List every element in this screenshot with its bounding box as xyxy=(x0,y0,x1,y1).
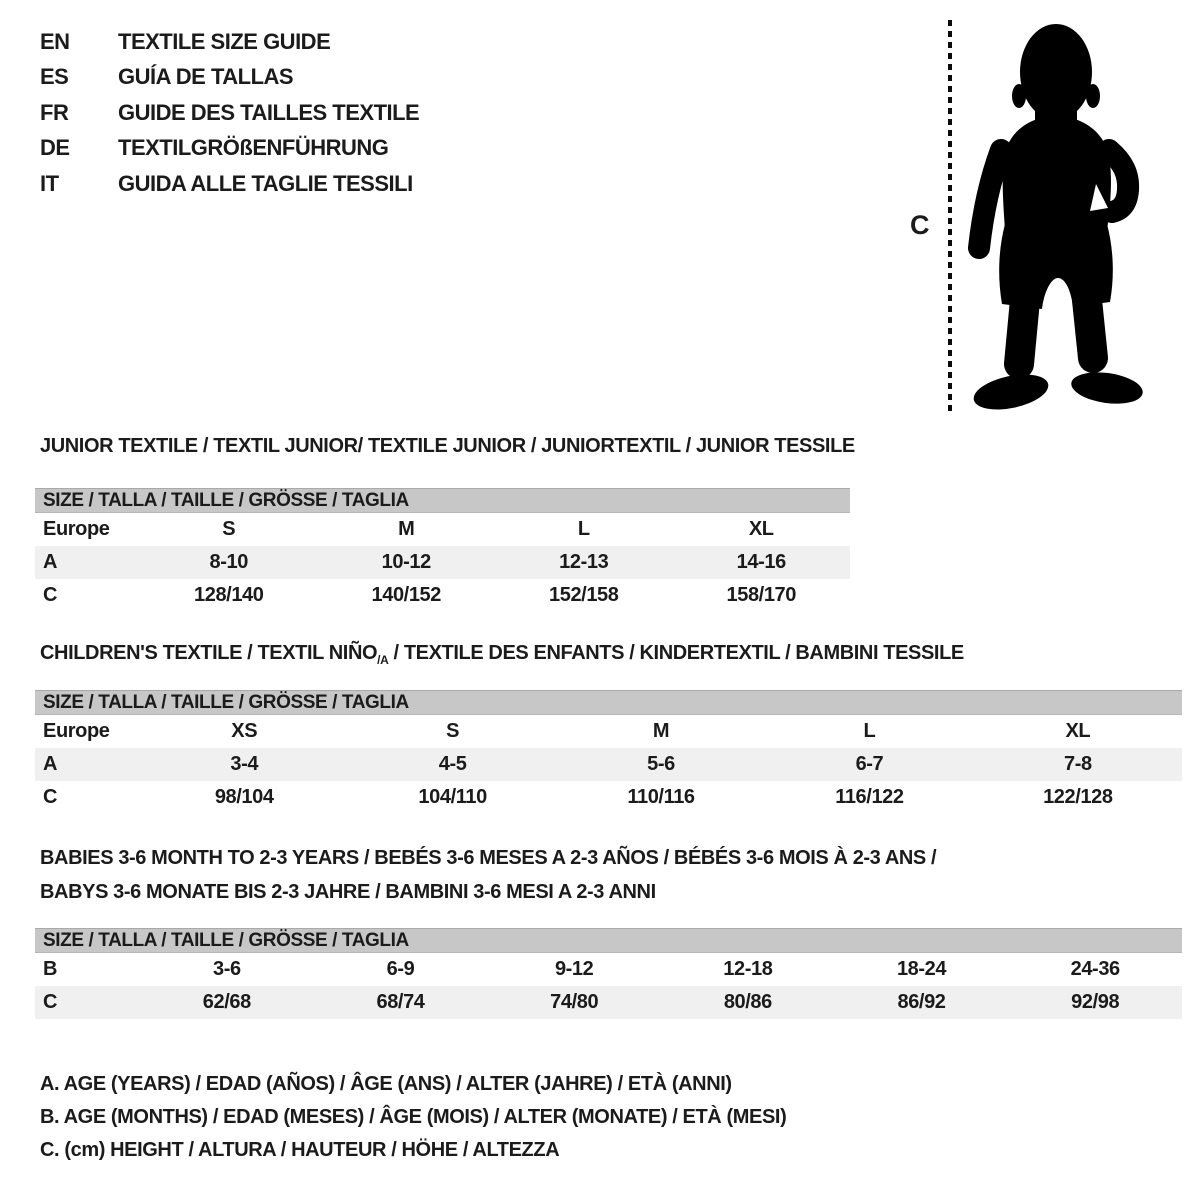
lang-code: DE xyxy=(40,135,70,161)
size-cell: XS xyxy=(231,720,258,742)
value-cell: 116/122 xyxy=(835,786,904,808)
row-label: B xyxy=(43,958,58,980)
value-cell: 158/170 xyxy=(726,584,796,606)
lang-label: GUIDA ALLE TAGLIE TESSILI xyxy=(118,170,413,196)
children-size-table xyxy=(35,690,1182,814)
height-measure-label: C xyxy=(910,210,930,240)
table-row-months xyxy=(35,953,1182,986)
row-label: A xyxy=(43,753,58,775)
size-cell: M xyxy=(652,720,670,742)
children-title-sub: /A xyxy=(377,653,389,667)
table-row-height xyxy=(35,781,1182,814)
value-cell: 122/128 xyxy=(1043,786,1113,808)
size-cell: XL xyxy=(1065,720,1091,742)
babies-section-title-line2: BABYS 3-6 MONATE BIS 2-3 JAHRE / BAMBINI 3-6 MESI A 2-3 ANNI xyxy=(40,881,656,903)
size-cell: M xyxy=(398,518,415,540)
row-label: C xyxy=(43,991,58,1013)
lang-code: EN xyxy=(40,28,70,54)
table-row-europe xyxy=(35,715,1182,748)
value-cell: 12-18 xyxy=(723,958,773,980)
legend-line-a: A. AGE (YEARS) / EDAD (AÑOS) / ÂGE (ANS) / ALTER (JAHRE) / ETÀ (ANNI) xyxy=(40,1073,732,1095)
row-label: Europe xyxy=(43,720,110,742)
legend-block xyxy=(40,1068,786,1167)
value-cell: 104/110 xyxy=(418,786,487,808)
value-cell: 10-12 xyxy=(381,551,431,573)
table-row-height xyxy=(35,579,850,612)
value-cell: 62/68 xyxy=(202,991,251,1013)
toddler-silhouette xyxy=(955,12,1155,420)
lang-label: TEXTILGRÖßENFÜHRUNG xyxy=(118,135,389,161)
value-cell: 86/92 xyxy=(897,991,946,1013)
value-cell: 3-6 xyxy=(212,958,241,980)
legend-line-c: C. (cm) HEIGHT / ALTURA / HAUTEUR / HÖHE / ALTEZZA xyxy=(40,1139,560,1161)
table-row-height xyxy=(35,986,1182,1019)
size-cell: XL xyxy=(748,518,774,540)
value-cell: 4-5 xyxy=(438,753,467,775)
lang-label: GUÍA DE TALLAS xyxy=(118,64,294,90)
size-cell: S xyxy=(222,518,236,540)
height-dashed-line xyxy=(948,20,952,416)
size-cell: L xyxy=(577,518,590,540)
row-label: C xyxy=(43,584,58,606)
lang-code: ES xyxy=(40,64,69,90)
babies-size-table xyxy=(35,928,1182,1019)
value-cell: 6-9 xyxy=(386,958,415,980)
value-cell: 5-6 xyxy=(647,753,675,775)
value-cell: 7-8 xyxy=(1063,753,1092,775)
children-section-title xyxy=(40,641,964,672)
babies-section-title-line1: BABIES 3-6 MONTH TO 2-3 YEARS / BEBÉS 3-6 MESES A 2-3 AÑOS / BÉBÉS 3-6 MOIS À 2-3 ANS / xyxy=(40,847,937,869)
lang-row-it xyxy=(40,166,419,202)
value-cell: 12-13 xyxy=(559,551,609,573)
row-label: A xyxy=(43,551,58,573)
lang-code: IT xyxy=(40,170,59,196)
value-cell: 110/116 xyxy=(627,786,695,808)
value-cell: 92/98 xyxy=(1071,991,1120,1013)
children-title-pre: CHILDREN'S TEXTILE / TEXTIL NIÑO xyxy=(40,642,378,664)
lang-label: GUIDE DES TAILLES TEXTILE xyxy=(118,99,420,125)
lang-code: FR xyxy=(40,99,69,125)
table-row-age xyxy=(35,748,1182,781)
value-cell: 74/80 xyxy=(550,991,599,1013)
value-cell: 128/140 xyxy=(194,584,264,606)
table-row-europe xyxy=(35,513,850,546)
row-label: C xyxy=(43,786,58,808)
value-cell: 152/158 xyxy=(549,584,619,606)
legend-line-b: B. AGE (MONTHS) / EDAD (MESES) / ÂGE (MOIS) / ALTER (MONATE) / ETÀ (MESI) xyxy=(40,1106,787,1128)
junior-size-table xyxy=(35,488,850,612)
value-cell: 98/104 xyxy=(214,786,274,808)
value-cell: 3-4 xyxy=(230,753,259,775)
value-cell: 24-36 xyxy=(1070,958,1120,980)
lang-row-de xyxy=(40,131,419,167)
value-cell: 14-16 xyxy=(736,551,786,573)
value-cell: 6-7 xyxy=(855,753,884,775)
size-cell: L xyxy=(863,720,876,742)
lang-row-en xyxy=(40,24,419,60)
language-guide-block xyxy=(40,24,419,202)
value-cell: 140/152 xyxy=(371,584,441,606)
value-cell: 18-24 xyxy=(896,958,947,980)
children-title-post: / TEXTILE DES ENFANTS / KINDERTEXTIL / BAMBINI TESSILE xyxy=(388,642,964,664)
size-header-band: SIZE / TALLA / TAILLE / GRÖSSE / TAGLIA xyxy=(35,928,1182,953)
value-cell: 8-10 xyxy=(209,551,248,573)
size-header-band: SIZE / TALLA / TAILLE / GRÖSSE / TAGLIA xyxy=(35,488,850,513)
value-cell: 9-12 xyxy=(554,958,594,980)
value-cell: 80/86 xyxy=(723,991,772,1013)
lang-label: TEXTILE SIZE GUIDE xyxy=(118,28,331,54)
value-cell: 68/74 xyxy=(376,991,425,1013)
lang-row-fr xyxy=(40,95,419,131)
size-cell: S xyxy=(446,720,460,742)
size-header-band: SIZE / TALLA / TAILLE / GRÖSSE / TAGLIA xyxy=(35,690,1182,715)
row-label: Europe xyxy=(43,518,110,540)
table-row-age xyxy=(35,546,850,579)
lang-row-es xyxy=(40,60,419,96)
junior-section-title: JUNIOR TEXTILE / TEXTIL JUNIOR/ TEXTILE JUNIOR / JUNIORTEXTIL / JUNIOR TESSILE xyxy=(40,435,855,457)
